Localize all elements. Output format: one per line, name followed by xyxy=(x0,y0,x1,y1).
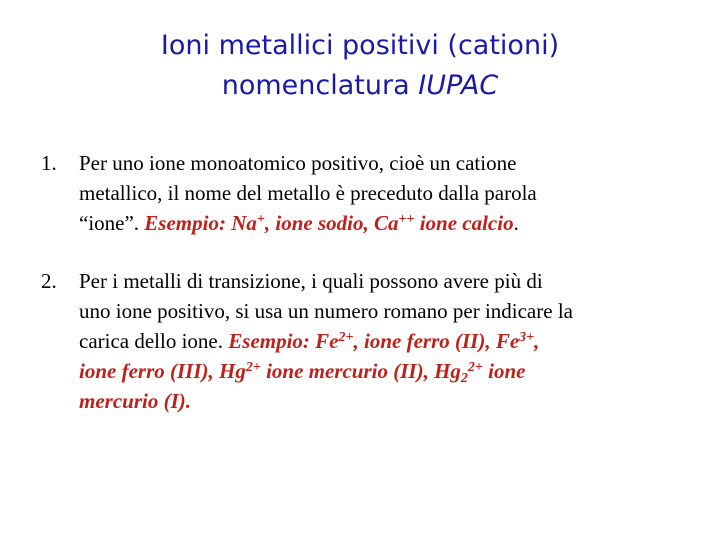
item-1-line-2: metallico, il nome del metallo è preceduto dalla parola xyxy=(79,181,537,205)
subscript-count: 2 xyxy=(460,371,468,386)
superscript-charge: ++ xyxy=(398,212,415,227)
item-1-line-3-text: “ione”. xyxy=(79,211,145,235)
item-1-line-3 xyxy=(79,208,519,238)
example-1-prefix: Esempio: Na xyxy=(144,211,257,235)
example-2-start xyxy=(228,329,539,353)
item-2-line-3-text: carica dello ione. xyxy=(79,329,229,353)
example-2-middle: , ione ferro (II), Fe xyxy=(353,329,520,353)
item-2-period: . xyxy=(185,389,191,413)
example-2-prefix: Esempio: Fe xyxy=(228,329,339,353)
example-1-end: ione calcio xyxy=(414,211,514,235)
item-1-line-1: Per uno ione monoatomico positivo, cioè un catione xyxy=(79,151,517,175)
title-line-2-italic: IUPAC xyxy=(418,70,499,101)
example-1-middle: , ione sodio, Ca xyxy=(264,211,399,235)
superscript-charge: 2+ xyxy=(338,330,354,345)
example-2-line-5: mercurio (I) xyxy=(79,389,186,413)
item-2-line-5 xyxy=(79,386,191,416)
example-1 xyxy=(144,211,513,235)
item-2-line-1: Per i metalli di transizione, i quali possono avere più di xyxy=(79,269,543,293)
list-number-1: 1. xyxy=(41,151,57,175)
example-2-comma: , xyxy=(534,329,540,353)
item-2-line-3 xyxy=(79,326,539,356)
item-1-period: . xyxy=(513,211,519,235)
item-2-line-4 xyxy=(79,356,526,386)
example-2-line-4-c: ione xyxy=(482,359,526,383)
superscript-charge: 2+ xyxy=(467,360,483,375)
example-2-line-4-a: ione ferro (III), Hg xyxy=(79,359,246,383)
title-line-2 xyxy=(60,66,660,106)
list-number-2: 2. xyxy=(41,269,57,293)
superscript-charge: + xyxy=(256,212,265,227)
superscript-charge: 2+ xyxy=(245,360,261,375)
example-2-line-4-b: ione mercurio (II), Hg xyxy=(260,359,461,383)
title-line-2-text: nomenclatura xyxy=(221,70,419,101)
item-2-line-2: uno ione positivo, si usa un numero romano per indicare la xyxy=(79,299,573,323)
superscript-charge: 3+ xyxy=(519,330,535,345)
slide-title xyxy=(60,26,660,106)
title-line-1: Ioni metallici positivi (cationi) xyxy=(160,30,560,61)
